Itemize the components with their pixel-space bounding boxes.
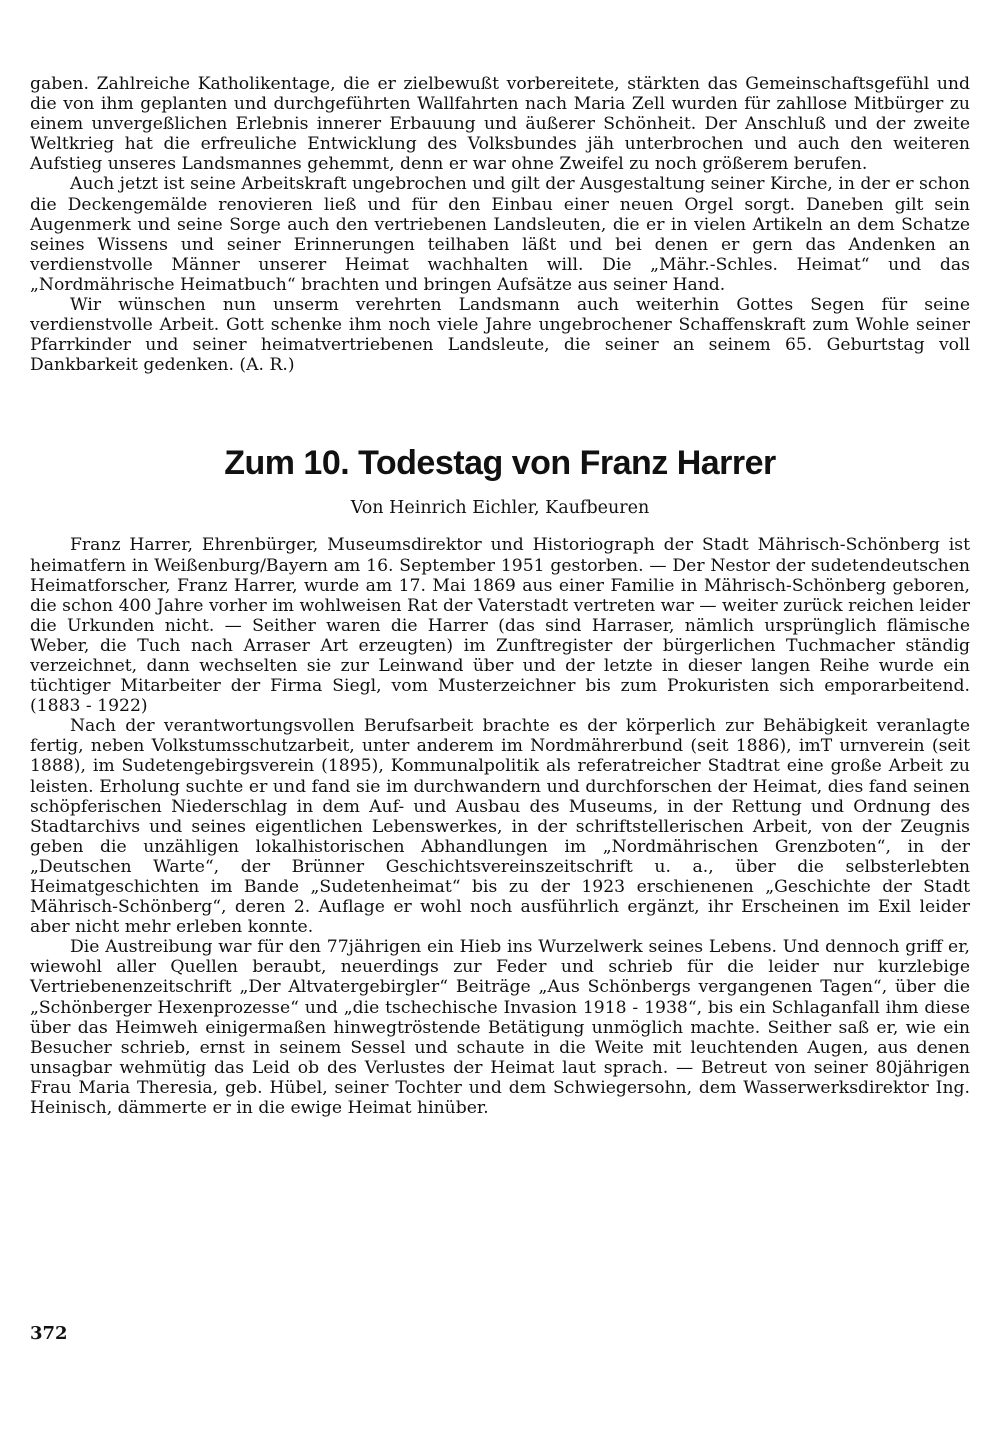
article-spacer bbox=[30, 375, 970, 443]
previous-article-paragraph-1: gaben. Zahlreiche Katholikentage, die er zielbewußt vorbereitete, stärkten das Gemeinschaftsgefühl und die von ihm geplanten und durchgeführten Wallfahrten nach Maria Zell wurden für zahllose Mitbürger zu einem unvergeßlichen Erlebnis innerer Erbauung und äußerer Schönheit. Der Anschluß und der zweite Weltkrieg hat die erfreuliche Entwicklung des Volksbundes jäh unterbrochen und auch den weiteren Aufstieg unseres Landsmannes gehemmt, denn er war ohne Zweifel zu noch größerem berufen. bbox=[30, 74, 970, 175]
previous-article-paragraph-3: Wir wünschen nun unserm verehrten Landsmann auch weiterhin Gottes Segen für seine verdienstvolle Arbeit. Gott schenke ihm noch viele Jahre ungebrochener Schaffenskraft zum Wohle seiner Pfarrkinder und seiner heimatvertriebenen Landsleute, die seiner an seinem 65. Geburtstag voll Dankbarkeit gedenken. (A. R.) bbox=[30, 295, 970, 376]
page-content bbox=[30, 74, 970, 1118]
article-paragraph-3: Die Austreibung war für den 77jährigen ein Hieb ins Wurzelwerk seines Lebens. Und dennoch griff er, wiewohl aller Quellen beraubt, neuerdings zur Feder und schrieb für die leider nur kurzlebige Vertriebenenzeitschrift „Der Altvatergebirgler“ Beiträge „Aus Schönbergs vergangenen Tagen“, über die „Schönberger Hexenprozesse“ und „die tschechische Invasion 1918 - 1938“, bis ein Schlaganfall ihm diese über das Heimweh einigermaßen hinwegtröstende Betätigung unmöglich machte. Seither saß er, wie ein Besucher schrieb, ernst in seinem Sessel und schaute in die Weite mit leuchtenden Augen, aus denen unsagbar wehmütig das Leid ob des Verlustes der Heimat laut sprach. — Betreut von seiner 80jährigen Frau Maria Theresia, geb. Hübel, seiner Tochter und dem Schwiegersohn, dem Wasserwerksdirektor Ing. Heinisch, dämmerte er in die ewige Heimat hinüber. bbox=[30, 937, 970, 1119]
article-byline: Von Heinrich Eichler, Kaufbeuren bbox=[350, 498, 650, 519]
article-paragraph-2: Nach der verantwortungsvollen Berufsarbeit brachte es der körperlich zur Behäbigkeit veranlagte fertig, neben Volkstumsschutzarbeit, unter anderem im Nordmährerbund (seit 1886), imT urnverein (seit 1888), im Sudetengebirgsverein (1895), Kommunalpolitik als referatreicher Stadtrat eine große Arbeit zu leisten. Erholung suchte er und fand sie im durchwandern und durchforschen der Heimat, dies fand seinen schöpferischen Niederschlag in dem Auf- und Ausbau des Museums, in der Rettung und Ordnung des Stadtarchivs und seines eigentlichen Lebenswerkes, in der schriftstellerischen Arbeit, von der Zeugnis geben die unzähligen lokalhistorischen Abhandlungen im „Nordmährischen Grenzboten“, in der „Deutschen Warte“, der Brünner Geschichtsvereinszeitschrift u. a., über die selbsterlebten Heimatgeschichten im Bande „Sudetenheimat“ bis zu der 1923 erschienenen „Geschichte der Stadt Mährisch-Schönberg“, deren 2. Auflage er wohl noch ausführlich ergänzt, ihr Erscheinen im Exil leider aber nicht mehr erleben konnte. bbox=[30, 716, 970, 938]
page-number: 372 bbox=[30, 1323, 68, 1344]
previous-article-paragraph-2: Auch jetzt ist seine Arbeitskraft ungebrochen und gilt der Ausgestaltung seiner Kirche, in der er schon die Deckengemälde renovieren ließ und für den Einbau einer neuen Orgel sorgt. Daneben gilt sein Augenmerk und seine Sorge auch den vertriebenen Landsleuten, die er in vielen Artikeln an dem Schatze seines Wissens und seiner Erinnerungen teilhaben läßt und bei denen er gern das Andenken an verdienstvolle Männer unserer Heimat wachhalten will. Die „Mähr.-Schles. Heimat“ und das „Nordmährische Heimatbuch“ brachten und bringen Aufsätze aus seiner Hand. bbox=[30, 174, 970, 295]
article-title: Zum 10. Todestag von Franz Harrer bbox=[224, 444, 776, 483]
article-paragraph-1: Franz Harrer, Ehrenbürger, Museumsdirektor und Historiograph der Stadt Mährisch-Schönberg ist heimatfern in Weißenburg/Bayern am 16. September 1951 gestorben. — Der Nestor der sudetendeutschen Heimatforscher, Franz Harrer, wurde am 17. Mai 1869 aus einer Familie in Mährisch-Schönberg geboren, die schon 400 Jahre vorher im wohlweisen Rat der Vaterstadt vertreten war — weiter zurück reichen leider die Urkunden nicht. — Seither waren die Harrer (das sind Harraser, nämlich ursprünglich flämische Weber, die Tuch nach Arraser Art erzeugten) im Zunftregister der bürgerlichen Tuchmacher ständig verzeichnet, dann wechselten sie zur Leinwand über und der letzte in dieser langen Reihe wurde ein tüchtiger Mitarbeiter der Firma Siegl, vom Musterzeichner bis zum Prokuristen sich emporarbeitend. (1883 - 1922) bbox=[30, 535, 970, 717]
